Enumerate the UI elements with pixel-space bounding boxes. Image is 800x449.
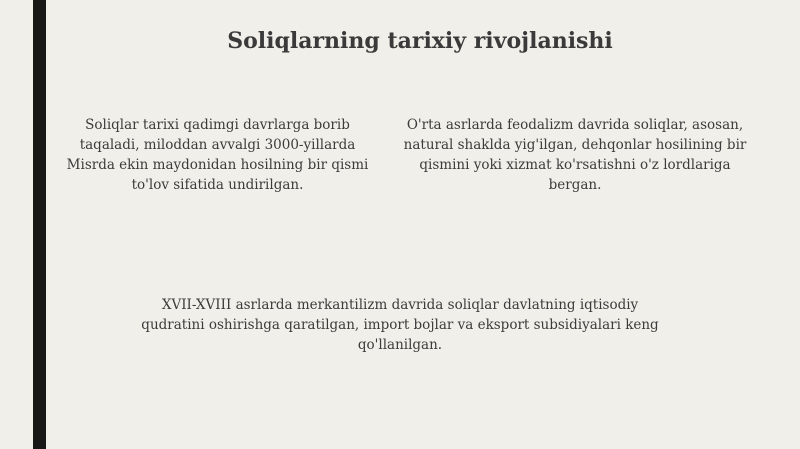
text-block-mercantilism-taxes: XVII-XVIII asrlarda merkantilizm davrida soliqlar davlatning iqtisodiy qudratini oshirishga qaratilgan, import bojlar va eksport subsidiyalari keng qo'llanilgan. (141, 297, 659, 353)
slide-accent-bar (33, 0, 46, 449)
text-block-ancient-taxes: Soliqlar tarixi qadimgi davrlarga borib taqaladi, miloddan avvalgi 3000-yillarda Misrda ekin maydonidan hosilning bir qismi to'lov sifatida undirilgan. (66, 117, 369, 193)
slide-title: Soliqlarning tarixiy rivojlanishi (227, 28, 613, 54)
text-block-medieval-taxes: O'rta asrlarda feodalizm davrida soliqlar, asosan, natural shaklda yig'ilgan, dehqonlar hosilining bir qismini yoki xizmat ko'rsatishni o'z lordlariga bergan. (403, 117, 747, 193)
